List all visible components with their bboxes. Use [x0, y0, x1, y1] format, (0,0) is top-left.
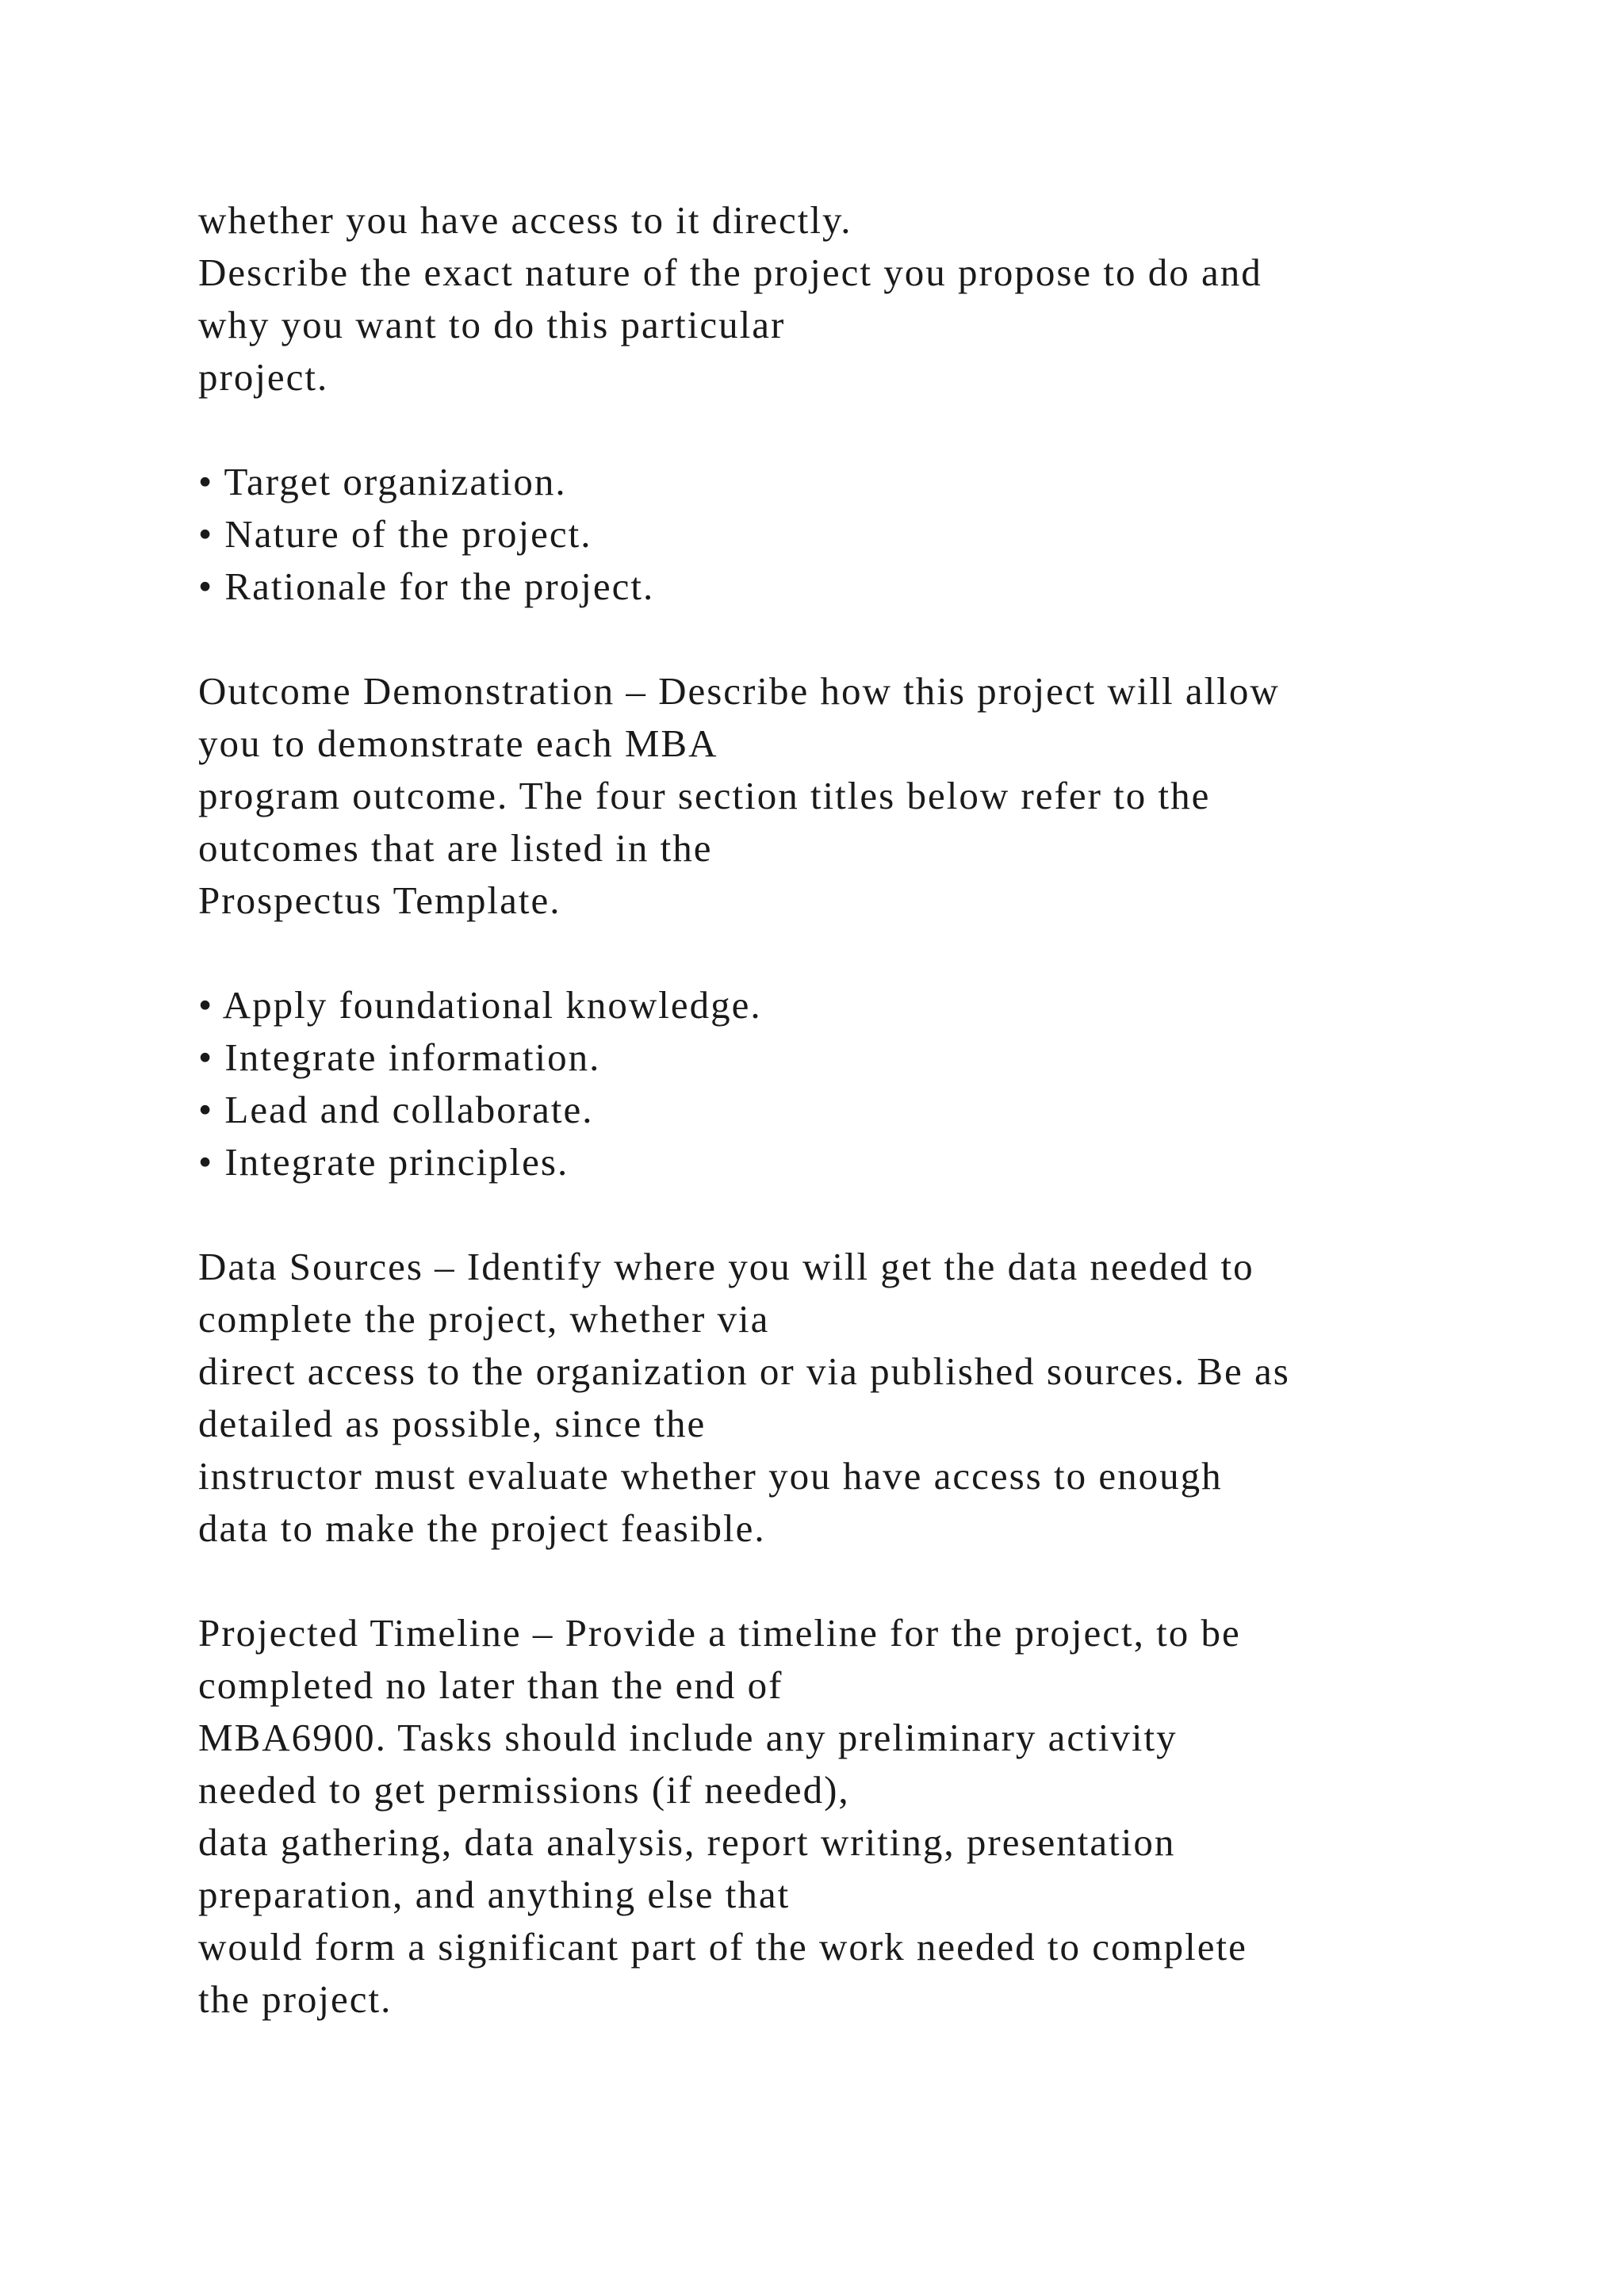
- intro-line: whether you have access to it directly.: [198, 198, 852, 242]
- outcome-line: outcomes that are listed in the: [198, 826, 713, 870]
- timeline-line: MBA6900. Tasks should include any preliminary activity: [198, 1716, 1178, 1759]
- data-sources-paragraph: [198, 1241, 1530, 1555]
- outcome-bullet-list: [198, 979, 1530, 1188]
- timeline-line: data gathering, data analysis, report writing, presentation: [198, 1820, 1176, 1864]
- data-sources-line: instructor must evaluate whether you have access to enough: [198, 1454, 1223, 1498]
- document-body: [198, 194, 1530, 2026]
- bullet-lead-and-collaborate: • Lead and collaborate.: [198, 1088, 594, 1131]
- intro-line: Describe the exact nature of the project you propose to do and: [198, 251, 1262, 294]
- paragraph-gap: [198, 1555, 1530, 1607]
- timeline-line: would form a significant part of the work needed to complete: [198, 1925, 1247, 1969]
- outcome-demonstration-paragraph: [198, 665, 1530, 927]
- paragraph-gap: [198, 927, 1530, 979]
- bullet-apply-foundational-knowledge: • Apply foundational knowledge.: [198, 983, 762, 1027]
- bullet-nature-of-project: • Nature of the project.: [198, 512, 592, 556]
- timeline-line: completed no later than the end of: [198, 1663, 783, 1707]
- data-sources-line: data to make the project feasible.: [198, 1506, 766, 1550]
- outcome-line: Outcome Demonstration – Describe how this project will allow: [198, 669, 1280, 713]
- timeline-line: needed to get permissions (if needed),: [198, 1768, 850, 1812]
- bullet-integrate-principles: • Integrate principles.: [198, 1140, 569, 1184]
- data-sources-line: complete the project, whether via: [198, 1297, 770, 1341]
- timeline-line: preparation, and anything else that: [198, 1873, 791, 1916]
- bullet-rationale: • Rationale for the project.: [198, 564, 655, 608]
- outcome-line: Prospectus Template.: [198, 878, 561, 922]
- timeline-line: Projected Timeline – Provide a timeline for the project, to be: [198, 1611, 1241, 1655]
- outcome-line: program outcome. The four section titles below refer to the: [198, 774, 1211, 817]
- bullet-integrate-information: • Integrate information.: [198, 1035, 601, 1079]
- data-sources-line: detailed as possible, since the: [198, 1402, 707, 1445]
- projected-timeline-paragraph: [198, 1607, 1530, 2026]
- paragraph-gap: [198, 404, 1530, 456]
- data-sources-line: direct access to the organization or via published sources. Be as: [198, 1349, 1290, 1393]
- intro-paragraph: [198, 194, 1530, 404]
- timeline-line: the project.: [198, 1977, 393, 2021]
- outcome-line: you to demonstrate each MBA: [198, 721, 718, 765]
- paragraph-gap: [198, 613, 1530, 665]
- intro-line: why you want to do this particular: [198, 303, 786, 346]
- data-sources-line: Data Sources – Identify where you will get the data needed to: [198, 1245, 1254, 1288]
- project-bullet-list: [198, 456, 1530, 613]
- intro-line: project.: [198, 355, 329, 399]
- bullet-target-organization: • Target organization.: [198, 460, 567, 503]
- paragraph-gap: [198, 1188, 1530, 1241]
